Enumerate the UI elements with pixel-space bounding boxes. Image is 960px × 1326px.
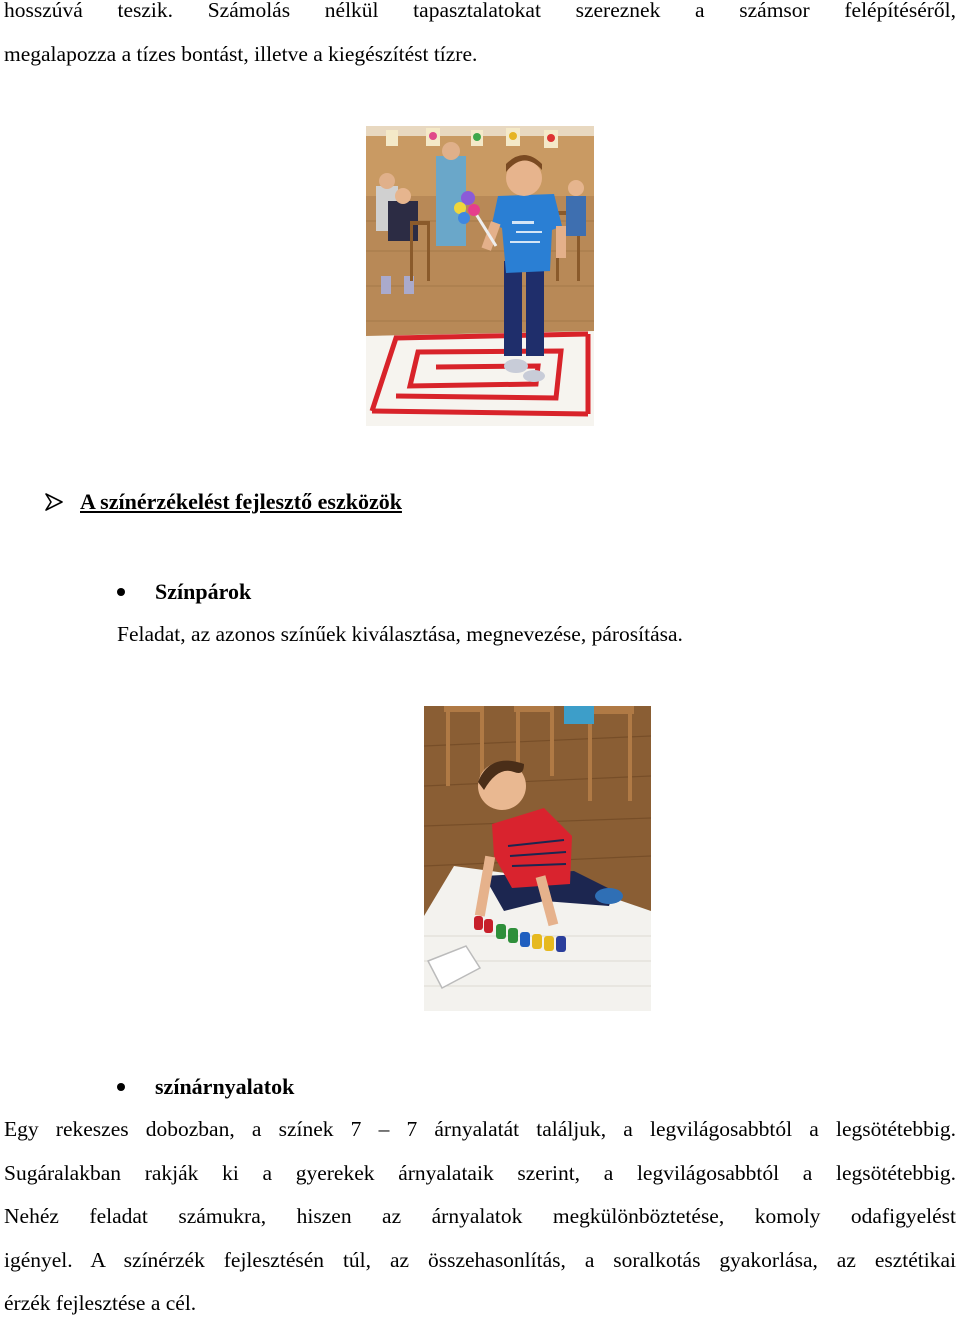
intro-line: hosszúvá teszik. Számolás nélkül tapasztalatokat szereznek a számsor felépítéséről, <box>4 0 956 22</box>
bullet-icon <box>117 588 125 596</box>
list-item <box>117 1067 294 1107</box>
section-heading <box>44 482 402 522</box>
text-line: Nehéz feladat számukra, hiszen az árnyalatok megkülönböztetése, komoly odafigyelést <box>4 1204 956 1228</box>
item-description <box>4 1108 956 1326</box>
item-description: Feladat, az azonos színűek kiválasztása, megnevezése, párosítása. <box>117 622 683 646</box>
item-title: Színpárok <box>155 579 252 604</box>
text-line: Sugáralakban rakják ki a gyerekek árnyalataik szerint, a legvilágosabbtól a legsötétebbig. <box>4 1160 956 1185</box>
intro-paragraph <box>4 0 956 76</box>
list-item <box>117 572 251 612</box>
text-line: érzék fejlesztése a cél. <box>4 1291 197 1315</box>
section-title: A színérzékelést fejlesztő eszközök <box>80 489 402 514</box>
arrowhead-bullet-icon <box>44 492 64 512</box>
photo-boy-arranging-color-pegs <box>424 706 651 1011</box>
text-line: Egy rekeszes dobozban, a színek 7 – 7 árnyalatát találjuk, a legvilágosabbtól a legsötétebbig. <box>4 1117 956 1141</box>
text-line: igényel. A színérzék fejlesztésén túl, az összehasonlítás, a soralkotás gyakorlása, az esztétikai <box>4 1247 956 1272</box>
photo-boy-walking-maze <box>366 126 594 426</box>
item-title: színárnyalatok <box>155 1074 295 1099</box>
intro-line: megalapozza a tízes bontást, illetve a kiegészítést tízre. <box>4 41 478 66</box>
bullet-icon <box>117 1083 125 1091</box>
